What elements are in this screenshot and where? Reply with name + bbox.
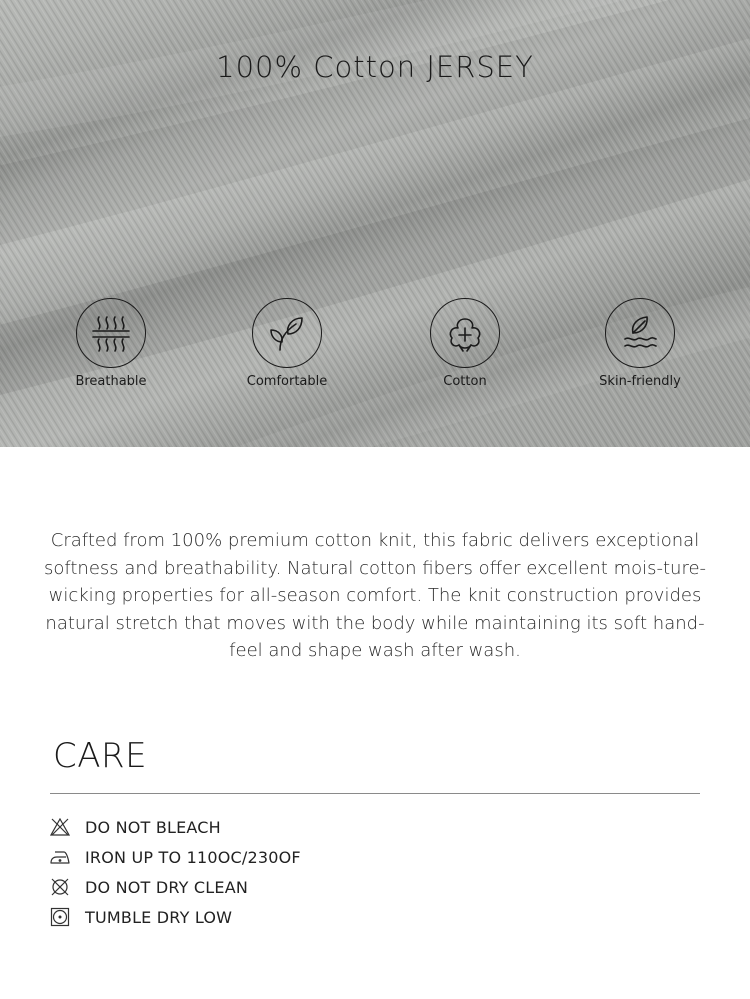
care-item-text: DO NOT DRY CLEAN — [85, 877, 249, 897]
care-item-no-bleach — [50, 812, 301, 842]
care-item-text: TUMBLE DRY LOW — [85, 907, 233, 927]
feature-label: Comfortable — [246, 374, 328, 389]
leaf-waves-icon — [605, 298, 675, 368]
feature-skin-friendly — [570, 298, 710, 389]
fabric-hero — [0, 0, 750, 447]
feature-label: Skin-friendly — [599, 374, 681, 389]
no-bleach-icon — [50, 817, 70, 837]
cotton-flower-icon — [430, 298, 500, 368]
care-item-no-dry-clean — [50, 872, 301, 902]
leaf-sprout-icon — [252, 298, 322, 368]
breathable-icon — [76, 298, 146, 368]
care-item-text: DO NOT BLEACH — [85, 817, 221, 837]
no-dry-clean-icon — [50, 877, 70, 897]
tumble-dry-low-icon — [50, 907, 70, 927]
care-divider — [50, 793, 700, 794]
hero-title: 100% Cotton JERSEY — [216, 50, 534, 84]
feature-cotton — [395, 298, 535, 389]
feature-label: Cotton — [443, 374, 487, 389]
care-item-iron — [50, 842, 301, 872]
care-item-text: IRON UP TO 110OC/230OF — [85, 847, 301, 867]
feature-comfortable — [217, 298, 357, 389]
feature-label: Breathable — [75, 374, 147, 389]
fabric-description: Crafted from 100% premium cotton knit, this fabric delivers exceptional softness and breathability. Natural cotton fibers offer excellent mois-ture-wicking properties for all-season comfort. The knit construction provides natural stretch that moves with the body while maintaining its soft hand-feel and shape wash after wash. — [43, 530, 707, 661]
care-list — [50, 812, 301, 932]
care-item-tumble-dry-low — [50, 902, 301, 932]
care-title: CARE — [53, 736, 148, 776]
feature-breathable — [41, 298, 181, 389]
iron-icon — [50, 847, 70, 867]
